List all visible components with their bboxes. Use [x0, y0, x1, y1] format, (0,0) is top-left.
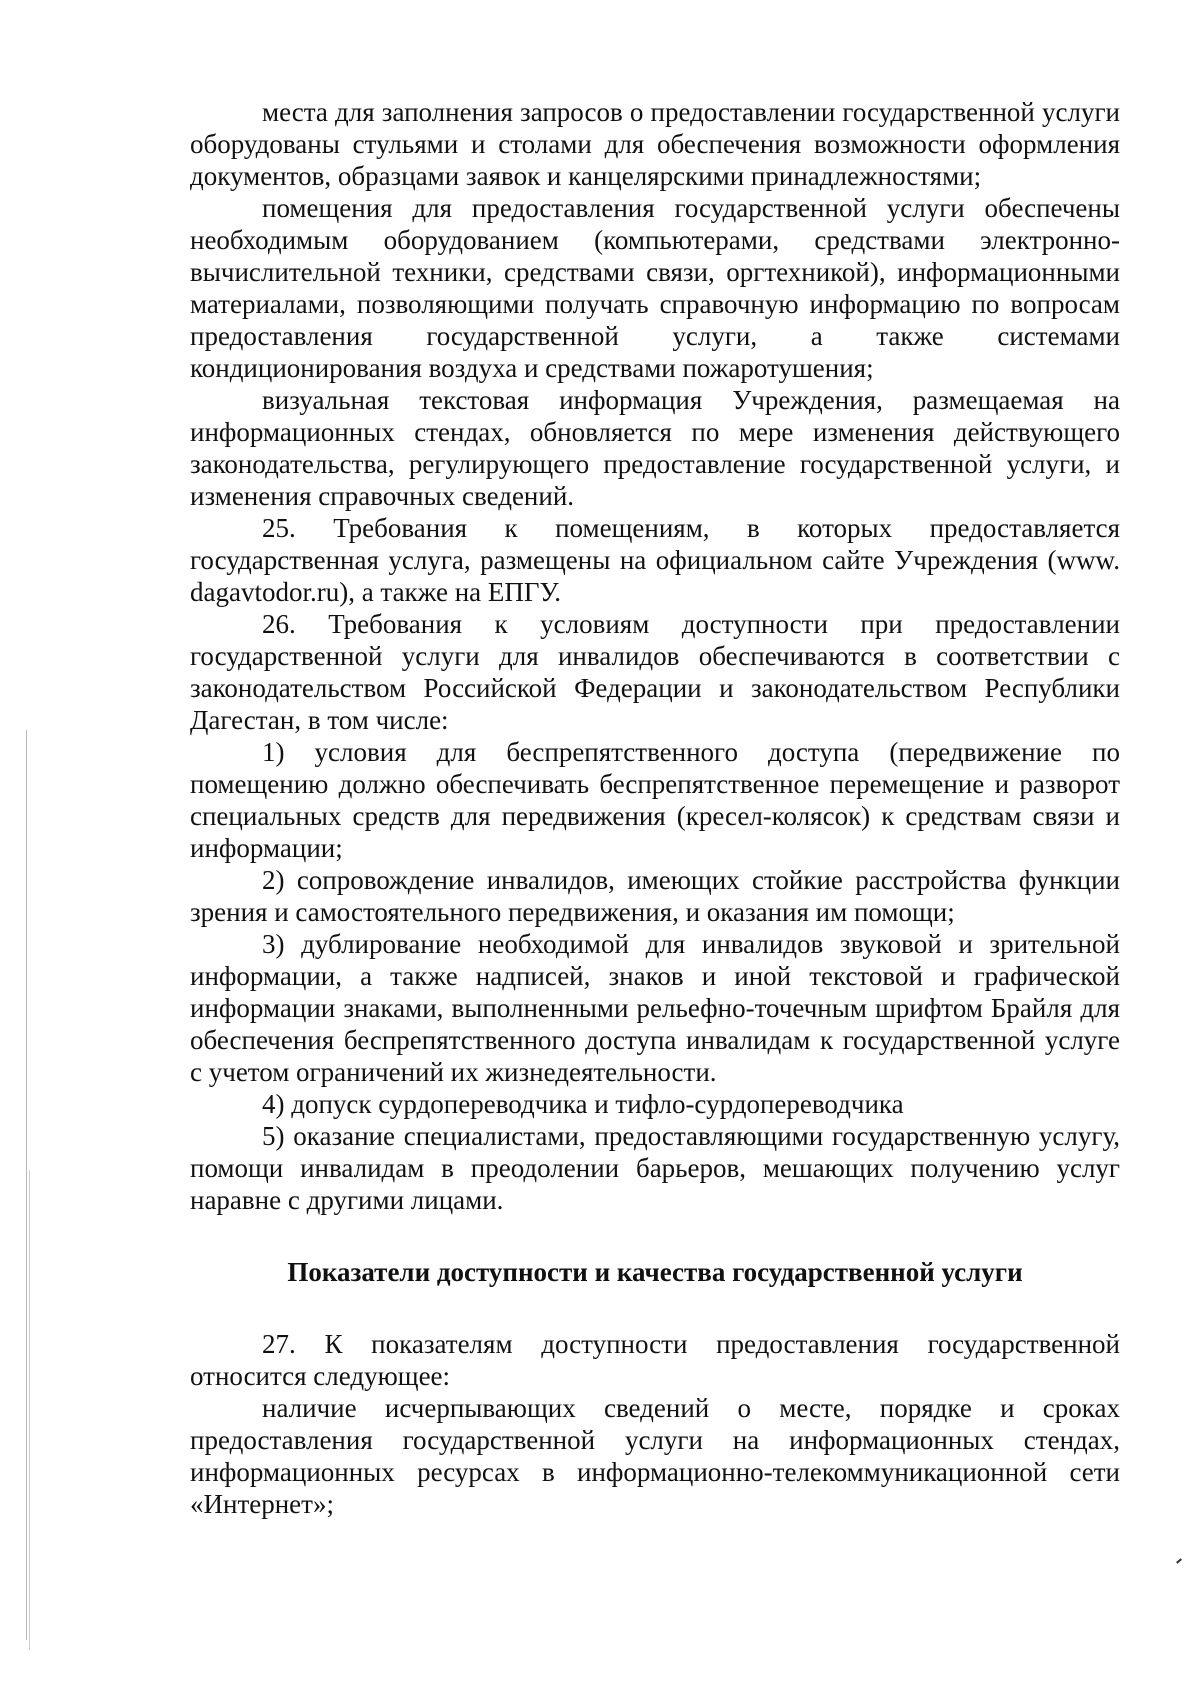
scan-artifact-mark	[1176, 1558, 1182, 1563]
list-item-3: 3) дублирование необходимой для инвалидов звуковой и зрительной информации, а также надписей, знаков и иной текстовой и графической информации знаками, выполненными рельефно-точечным шрифтом Брайля для обеспечения беспрепятственного доступа инвалидам к государственной услуге с учетом ограничений их жизнедеятельности.	[190, 929, 1120, 1087]
paragraph-clause-25: 25. Требования к помещениям, в которых предоставляется государственная услуга, размещены на официальном сайте Учреждения (www. dagavtodor.ru), а также на ЕПГУ.	[190, 513, 1120, 607]
scan-artifact-line	[29, 1170, 30, 1650]
list-item-1: 1) условия для беспрепятственного доступа (передвижение по помещению должно обеспечивать беспрепятственное перемещение и разворот специальных средств для передвижения (кресел-колясок) к средствам связи и информации;	[190, 737, 1120, 863]
paragraph-workplaces: места для заполнения запросов о предоставлении государственной услуги оборудованы стульями и столами для обеспечения возможности оформления документов, образцами заявок и канцелярскими принадлежностями;	[190, 97, 1120, 191]
paragraph-clause-26: 26. Требования к условиям доступности при предоставлении государственной услуги для инвалидов обеспечиваются в соответствии с законодательством Российской Федерации и законодательством Республики Дагестан, в том числе:	[190, 609, 1120, 735]
section-heading: Показатели доступности и качества государственной услуги	[287, 1257, 1023, 1287]
paragraph-clause-27: 27. К показателям доступности предоставления государственной относится следующее:	[190, 1329, 1120, 1391]
list-item-4: 4) допуск сурдопереводчика и тифло-сурдопереводчика	[262, 1089, 904, 1119]
scan-artifact-line	[26, 730, 27, 1640]
document-body	[190, 96, 1120, 1520]
paragraph-visual-information: визуальная текстовая информация Учреждения, размещаемая на информационных стендах, обновляется по мере изменения действующего законодательства, регулирующего предоставление государственной услуги, и изменения справочных сведений.	[190, 385, 1120, 511]
list-item-5: 5) оказание специалистами, предоставляющими государственную услугу, помощи инвалидам в преодолении барьеров, мешающих получению услуг наравне с другими лицами.	[190, 1121, 1120, 1215]
paragraph-exhaustive-info: наличие исчерпывающих сведений о месте, порядке и сроках предоставления государственной услуги на информационных стендах, информационных ресурсах в информационно-телекоммуникационной сети «Интернет»;	[190, 1393, 1120, 1519]
paragraph-premises-equipment: помещения для предоставления государственной услуги обеспечены необходимым оборудованием (компьютерами, средствами электронно-вычислительной техники, средствами связи, оргтехникой), информационными материалами, позволяющими получать справочную информацию по вопросам предоставления государственной услуги, а также системами кондиционирования воздуха и средствами пожаротушения;	[190, 193, 1120, 383]
list-item-2: 2) сопровождение инвалидов, имеющих стойкие расстройства функции зрения и самостоятельного передвижения, и оказания им помощи;	[190, 865, 1120, 927]
